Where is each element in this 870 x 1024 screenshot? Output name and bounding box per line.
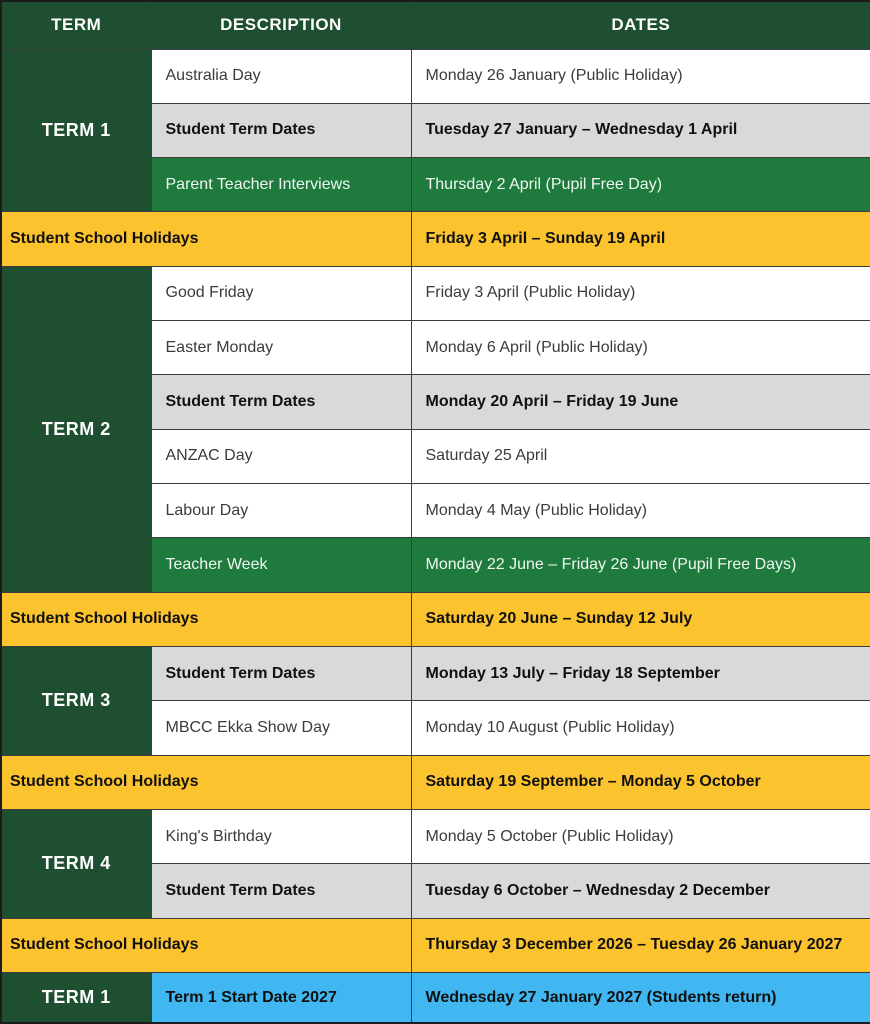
column-header-description: DESCRIPTION bbox=[151, 1, 411, 49]
dates-cell: Saturday 19 September – Monday 5 October bbox=[411, 755, 870, 809]
description-cell: Student Term Dates bbox=[151, 103, 411, 157]
holiday-row bbox=[1, 755, 870, 809]
description-cell: Labour Day bbox=[151, 484, 411, 538]
dates-cell: Thursday 2 April (Pupil Free Day) bbox=[411, 158, 870, 212]
dates-cell: Monday 13 July – Friday 18 September bbox=[411, 647, 870, 701]
term-1-2027-row bbox=[1, 973, 870, 1023]
description-cell: Student Term Dates bbox=[151, 647, 411, 701]
dates-cell: Tuesday 6 October – Wednesday 2 December bbox=[411, 864, 870, 918]
holiday-label-cell: Student School Holidays bbox=[1, 918, 411, 972]
table-row bbox=[1, 266, 870, 320]
dates-cell: Monday 4 May (Public Holiday) bbox=[411, 484, 870, 538]
dates-cell: Friday 3 April – Sunday 19 April bbox=[411, 212, 870, 266]
description-cell: Australia Day bbox=[151, 49, 411, 103]
description-cell: Parent Teacher Interviews bbox=[151, 158, 411, 212]
holiday-label-cell: Student School Holidays bbox=[1, 755, 411, 809]
dates-cell: Monday 10 August (Public Holiday) bbox=[411, 701, 870, 755]
dates-cell: Tuesday 27 January – Wednesday 1 April bbox=[411, 103, 870, 157]
term-1-2027-label-cell: TERM 1 bbox=[1, 973, 151, 1023]
dates-cell: Thursday 3 December 2026 – Tuesday 26 January 2027 bbox=[411, 918, 870, 972]
description-cell: Term 1 Start Date 2027 bbox=[151, 973, 411, 1023]
dates-cell: Friday 3 April (Public Holiday) bbox=[411, 266, 870, 320]
dates-cell: Saturday 20 June – Sunday 12 July bbox=[411, 592, 870, 646]
holiday-row bbox=[1, 212, 870, 266]
description-cell: Good Friday bbox=[151, 266, 411, 320]
holiday-row bbox=[1, 918, 870, 972]
term-1-label-cell: TERM 1 bbox=[1, 49, 151, 212]
column-header-term: TERM bbox=[1, 1, 151, 49]
description-cell: Student Term Dates bbox=[151, 864, 411, 918]
term-3-label-cell: TERM 3 bbox=[1, 647, 151, 756]
description-cell: Teacher Week bbox=[151, 538, 411, 592]
table-row bbox=[1, 810, 870, 864]
table-row bbox=[1, 647, 870, 701]
dates-cell: Wednesday 27 January 2027 (Students return) bbox=[411, 973, 870, 1023]
description-cell: ANZAC Day bbox=[151, 429, 411, 483]
description-cell: MBCC Ekka Show Day bbox=[151, 701, 411, 755]
column-header-dates: DATES bbox=[411, 1, 870, 49]
holiday-row bbox=[1, 592, 870, 646]
dates-cell: Saturday 25 April bbox=[411, 429, 870, 483]
term-4-label-cell: TERM 4 bbox=[1, 810, 151, 919]
table-row bbox=[1, 49, 870, 103]
description-cell: Easter Monday bbox=[151, 321, 411, 375]
dates-cell: Monday 6 April (Public Holiday) bbox=[411, 321, 870, 375]
table-header-row bbox=[1, 1, 870, 49]
description-cell: Student Term Dates bbox=[151, 375, 411, 429]
term-2-label-cell: TERM 2 bbox=[1, 266, 151, 592]
dates-cell: Monday 26 January (Public Holiday) bbox=[411, 49, 870, 103]
holiday-label-cell: Student School Holidays bbox=[1, 592, 411, 646]
dates-cell: Monday 20 April – Friday 19 June bbox=[411, 375, 870, 429]
holiday-label-cell: Student School Holidays bbox=[1, 212, 411, 266]
description-cell: King's Birthday bbox=[151, 810, 411, 864]
dates-cell: Monday 22 June – Friday 26 June (Pupil Free Days) bbox=[411, 538, 870, 592]
dates-cell: Monday 5 October (Public Holiday) bbox=[411, 810, 870, 864]
